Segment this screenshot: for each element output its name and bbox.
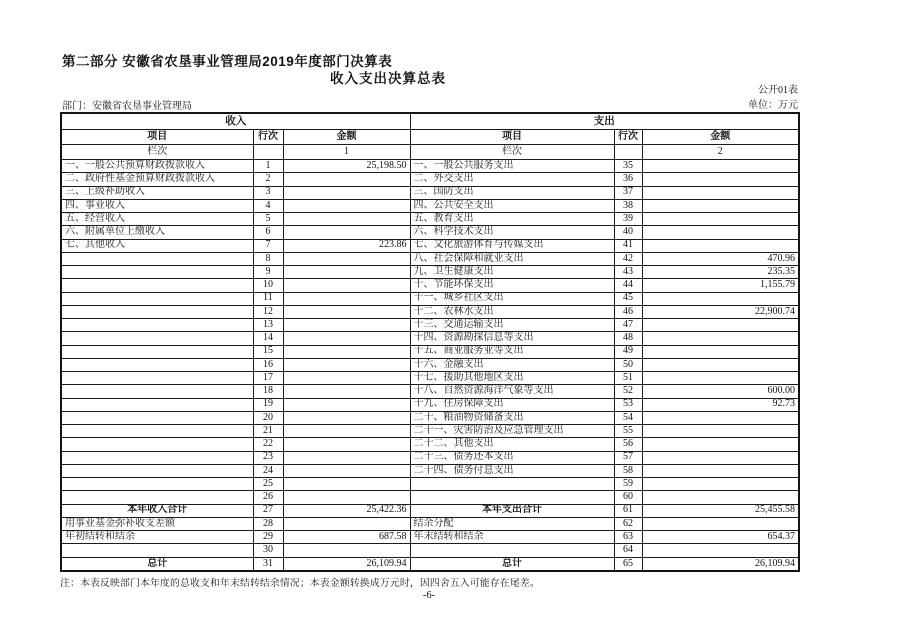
income-index-label: 栏次 [61, 145, 253, 160]
expense-item-cell: 七、文化旅游体育与传媒支出 [410, 239, 614, 252]
expense-item-cell: 十七、援助其他地区支出 [410, 372, 614, 385]
table-row [61, 451, 799, 464]
income-amount-cell [283, 199, 410, 212]
expense-rownum-cell: 59 [614, 478, 642, 491]
income-amount-col-header: 金额 [283, 130, 410, 145]
income-rownum-cell: 3 [253, 186, 283, 199]
income-amount-cell [283, 464, 410, 477]
table-row [61, 411, 799, 424]
expense-rownum-cell: 62 [614, 517, 642, 530]
expense-rownum-cell: 50 [614, 358, 642, 371]
income-item-cell [61, 385, 253, 398]
expense-rownum-cell: 52 [614, 385, 642, 398]
expense-item-cell: 十二、农林水支出 [410, 305, 614, 318]
expense-index-rownum-cell [614, 145, 642, 160]
table-row [61, 544, 799, 557]
table-row [61, 464, 799, 477]
income-item-cell: 四、事业收入 [61, 199, 253, 212]
expense-index-value: 2 [642, 145, 799, 160]
income-rownum-cell: 7 [253, 239, 283, 252]
income-amount-cell [283, 266, 410, 279]
expense-item-cell: 九、卫生健康支出 [410, 266, 614, 279]
expense-amount-cell [642, 319, 799, 332]
expense-rownum-cell: 48 [614, 332, 642, 345]
table-row [61, 531, 799, 544]
income-item-cell [61, 292, 253, 305]
table-row [61, 438, 799, 451]
table-row [61, 358, 799, 371]
expense-rownum-cell: 56 [614, 438, 642, 451]
expense-amount-cell [642, 186, 799, 199]
income-rownum-cell: 13 [253, 319, 283, 332]
expense-item-cell: 总计 [410, 557, 614, 571]
income-rownum-cell: 26 [253, 491, 283, 504]
expense-amount-cell [642, 160, 799, 173]
expense-rownum-cell: 36 [614, 173, 642, 186]
page-number: -6- [422, 590, 436, 601]
table-row [61, 239, 799, 252]
income-expense-summary-table [60, 112, 800, 572]
income-rownum-cell: 25 [253, 478, 283, 491]
column-header-row [61, 130, 799, 145]
income-amount-cell [283, 292, 410, 305]
income-amount-cell [283, 478, 410, 491]
expense-rownum-cell: 47 [614, 319, 642, 332]
income-amount-cell [283, 517, 410, 530]
expense-item-cell: 十四、资源勘探信息等支出 [410, 332, 614, 345]
expense-item-cell: 二、外交支出 [410, 173, 614, 186]
expense-amount-cell: 92.73 [642, 398, 799, 411]
expense-amount-cell [642, 425, 799, 438]
expense-amount-cell [642, 411, 799, 424]
table-code-label: 公开01表 [758, 85, 798, 96]
income-amount-cell: 25,422.36 [283, 504, 410, 517]
expense-item-cell: 十九、住房保障支出 [410, 398, 614, 411]
column-index-row [61, 145, 799, 160]
table-row [61, 186, 799, 199]
income-amount-cell [283, 226, 410, 239]
income-amount-cell [283, 491, 410, 504]
income-item-cell [61, 398, 253, 411]
income-item-cell [61, 411, 253, 424]
expense-rownum-cell: 45 [614, 292, 642, 305]
expense-item-cell: 十三、交通运输支出 [410, 319, 614, 332]
income-rownum-cell: 12 [253, 305, 283, 318]
income-rownum-cell: 31 [253, 557, 283, 571]
table-row [61, 213, 799, 226]
table-row [61, 557, 799, 571]
income-amount-cell [283, 252, 410, 265]
income-amount-cell [283, 425, 410, 438]
expense-amount-cell: 654.37 [642, 531, 799, 544]
income-item-cell [61, 319, 253, 332]
expense-rownum-cell: 58 [614, 464, 642, 477]
expense-rownum-cell: 64 [614, 544, 642, 557]
income-rownum-cell: 20 [253, 411, 283, 424]
table-row [61, 345, 799, 358]
expense-item-cell: 二十四、债务付息支出 [410, 464, 614, 477]
expense-rownum-cell: 46 [614, 305, 642, 318]
income-amount-cell [283, 186, 410, 199]
income-rownum-cell: 19 [253, 398, 283, 411]
expense-item-cell: 三、国防支出 [410, 186, 614, 199]
document-title: 第二部分 安徽省农垦事业管理局2019年度部门决算表 [62, 54, 393, 69]
income-rownum-cell: 6 [253, 226, 283, 239]
income-amount-cell: 687.58 [283, 531, 410, 544]
expense-item-cell: 二十一、灾害防治及应急管理支出 [410, 425, 614, 438]
income-amount-cell: 25,198.50 [283, 160, 410, 173]
income-item-cell: 五、经营收入 [61, 213, 253, 226]
footnote: 注：本表反映部门本年度的总收支和年末结转结余情况；本表金额转换成万元时，因四舍五入可能存在尾差。 [60, 578, 540, 589]
income-item-cell [61, 451, 253, 464]
income-item-cell: 三、上级补助收入 [61, 186, 253, 199]
expense-item-cell: 一、一般公共服务支出 [410, 160, 614, 173]
income-amount-cell [283, 213, 410, 226]
table-row [61, 160, 799, 173]
income-item-cell [61, 438, 253, 451]
income-rownum-cell: 22 [253, 438, 283, 451]
income-item-cell [61, 464, 253, 477]
expense-item-cell [410, 491, 614, 504]
expense-item-col-header: 项目 [410, 130, 614, 145]
income-index-rownum-cell [253, 145, 283, 160]
income-amount-cell: 26,109.94 [283, 557, 410, 571]
income-rownum-cell: 10 [253, 279, 283, 292]
income-item-cell [61, 425, 253, 438]
table-row [61, 372, 799, 385]
income-rownum-cell: 28 [253, 517, 283, 530]
income-item-cell [61, 266, 253, 279]
income-rownum-cell: 16 [253, 358, 283, 371]
income-rownum-cell: 17 [253, 372, 283, 385]
income-item-cell [61, 491, 253, 504]
income-rownum-cell: 18 [253, 385, 283, 398]
expense-index-label: 栏次 [410, 145, 614, 160]
expense-item-cell: 十五、商业服务业等支出 [410, 345, 614, 358]
expense-amount-cell [642, 332, 799, 345]
income-item-cell: 总计 [61, 557, 253, 571]
expense-item-cell: 二十二、其他支出 [410, 438, 614, 451]
income-rownum-col-header: 行次 [253, 130, 283, 145]
income-amount-cell [283, 279, 410, 292]
expense-rownum-cell: 53 [614, 398, 642, 411]
income-rownum-cell: 8 [253, 252, 283, 265]
expense-item-cell: 八、社会保障和就业支出 [410, 252, 614, 265]
expense-rownum-cell: 35 [614, 160, 642, 173]
expense-rownum-cell: 61 [614, 504, 642, 517]
expense-amount-cell: 600.00 [642, 385, 799, 398]
expense-amount-cell [642, 345, 799, 358]
income-amount-cell [283, 358, 410, 371]
expense-amount-cell: 235.35 [642, 266, 799, 279]
income-item-cell [61, 372, 253, 385]
table-row [61, 478, 799, 491]
income-item-cell: 年初结转和结余 [61, 531, 253, 544]
income-item-cell [61, 358, 253, 371]
income-item-cell: 七、其他收入 [61, 239, 253, 252]
expense-section-header: 支出 [410, 113, 799, 130]
income-rownum-cell: 15 [253, 345, 283, 358]
table-row [61, 173, 799, 186]
expense-amount-cell: 25,455.58 [642, 504, 799, 517]
income-item-cell [61, 305, 253, 318]
expense-rownum-cell: 38 [614, 199, 642, 212]
expense-rownum-cell: 60 [614, 491, 642, 504]
income-rownum-cell: 27 [253, 504, 283, 517]
income-item-cell: 用事业基金弥补收支差额 [61, 517, 253, 530]
expense-amount-cell: 26,109.94 [642, 557, 799, 571]
expense-amount-cell: 22,900.74 [642, 305, 799, 318]
income-rownum-cell: 29 [253, 531, 283, 544]
income-item-cell: 本年收入合计 [61, 504, 253, 517]
income-amount-cell [283, 319, 410, 332]
expense-rownum-cell: 44 [614, 279, 642, 292]
expense-rownum-cell: 49 [614, 345, 642, 358]
expense-rownum-cell: 39 [614, 213, 642, 226]
expense-amount-cell [642, 173, 799, 186]
expense-amount-cell [642, 372, 799, 385]
income-amount-cell [283, 345, 410, 358]
expense-item-cell [410, 544, 614, 557]
table-row [61, 199, 799, 212]
expense-amount-cell: 1,155.79 [642, 279, 799, 292]
income-rownum-cell: 23 [253, 451, 283, 464]
expense-amount-cell [642, 491, 799, 504]
unit-label: 单位：万元 [748, 100, 798, 111]
income-item-cell [61, 345, 253, 358]
expense-item-cell: 结余分配 [410, 517, 614, 530]
table-row [61, 279, 799, 292]
expense-amount-cell [642, 226, 799, 239]
expense-amount-cell [642, 199, 799, 212]
table-row [61, 305, 799, 318]
expense-rownum-cell: 57 [614, 451, 642, 464]
section-header-row [61, 113, 799, 130]
income-amount-cell [283, 385, 410, 398]
expense-rownum-cell: 51 [614, 372, 642, 385]
expense-item-cell: 二十三、债务还本支出 [410, 451, 614, 464]
income-item-cell [61, 478, 253, 491]
expense-rownum-cell: 40 [614, 226, 642, 239]
income-rownum-cell: 21 [253, 425, 283, 438]
income-amount-cell [283, 173, 410, 186]
income-rownum-cell: 5 [253, 213, 283, 226]
expense-amount-cell [642, 478, 799, 491]
income-rownum-cell: 9 [253, 266, 283, 279]
expense-item-cell: 十六、金融支出 [410, 358, 614, 371]
table-row [61, 252, 799, 265]
table-row [61, 504, 799, 517]
table-row [61, 425, 799, 438]
table-row [61, 319, 799, 332]
expense-item-cell: 二十、粮油物资储备支出 [410, 411, 614, 424]
expense-amount-cell [642, 517, 799, 530]
expense-item-cell: 四、公共安全支出 [410, 199, 614, 212]
income-amount-cell [283, 438, 410, 451]
income-item-cell [61, 544, 253, 557]
expense-item-cell: 五、教育支出 [410, 213, 614, 226]
expense-rownum-cell: 42 [614, 252, 642, 265]
expense-amount-cell [642, 358, 799, 371]
table-row [61, 226, 799, 239]
expense-rownum-col-header: 行次 [614, 130, 642, 145]
expense-rownum-cell: 55 [614, 425, 642, 438]
income-rownum-cell: 11 [253, 292, 283, 305]
table-row [61, 491, 799, 504]
income-amount-cell [283, 544, 410, 557]
income-rownum-cell: 24 [253, 464, 283, 477]
table-row [61, 266, 799, 279]
income-item-cell [61, 279, 253, 292]
income-rownum-cell: 14 [253, 332, 283, 345]
expense-item-cell [410, 478, 614, 491]
expense-rownum-cell: 41 [614, 239, 642, 252]
income-item-cell [61, 252, 253, 265]
income-rownum-cell: 4 [253, 199, 283, 212]
income-rownum-cell: 30 [253, 544, 283, 557]
expense-rownum-cell: 54 [614, 411, 642, 424]
expense-amount-cell: 470.96 [642, 252, 799, 265]
income-item-cell: 一、一般公共预算财政拨款收入 [61, 160, 253, 173]
table-row [61, 517, 799, 530]
expense-item-cell: 十八、自然资源海洋气象等支出 [410, 385, 614, 398]
expense-amount-cell [642, 292, 799, 305]
expense-rownum-cell: 63 [614, 531, 642, 544]
department-label: 部门：安徽省农垦事业管理局 [62, 101, 192, 112]
expense-amount-cell [642, 438, 799, 451]
expense-amount-col-header: 金额 [642, 130, 799, 145]
income-amount-cell [283, 398, 410, 411]
expense-item-cell: 年末结转和结余 [410, 531, 614, 544]
expense-rownum-cell: 43 [614, 266, 642, 279]
table-row [61, 385, 799, 398]
expense-rownum-cell: 37 [614, 186, 642, 199]
income-amount-cell [283, 411, 410, 424]
income-index-value: 1 [283, 145, 410, 160]
income-item-col-header: 项目 [61, 130, 253, 145]
income-rownum-cell: 1 [253, 160, 283, 173]
income-section-header: 收入 [61, 113, 410, 130]
income-amount-cell [283, 451, 410, 464]
expense-item-cell: 十、节能环保支出 [410, 279, 614, 292]
table-row [61, 292, 799, 305]
expense-amount-cell [642, 213, 799, 226]
expense-item-cell: 本年支出合计 [410, 504, 614, 517]
table-row [61, 332, 799, 345]
expense-item-cell: 六、科学技术支出 [410, 226, 614, 239]
expense-rownum-cell: 65 [614, 557, 642, 571]
expense-amount-cell [642, 464, 799, 477]
income-item-cell: 六、附属单位上缴收入 [61, 226, 253, 239]
table-title: 收入支出决算总表 [330, 71, 446, 86]
income-amount-cell: 223.86 [283, 239, 410, 252]
income-rownum-cell: 2 [253, 173, 283, 186]
income-item-cell: 二、政府性基金预算财政拨款收入 [61, 173, 253, 186]
income-amount-cell [283, 372, 410, 385]
expense-amount-cell [642, 239, 799, 252]
table-row [61, 398, 799, 411]
income-amount-cell [283, 332, 410, 345]
expense-item-cell: 十一、城乡社区支出 [410, 292, 614, 305]
expense-amount-cell [642, 451, 799, 464]
income-amount-cell [283, 305, 410, 318]
income-item-cell [61, 332, 253, 345]
expense-amount-cell [642, 544, 799, 557]
